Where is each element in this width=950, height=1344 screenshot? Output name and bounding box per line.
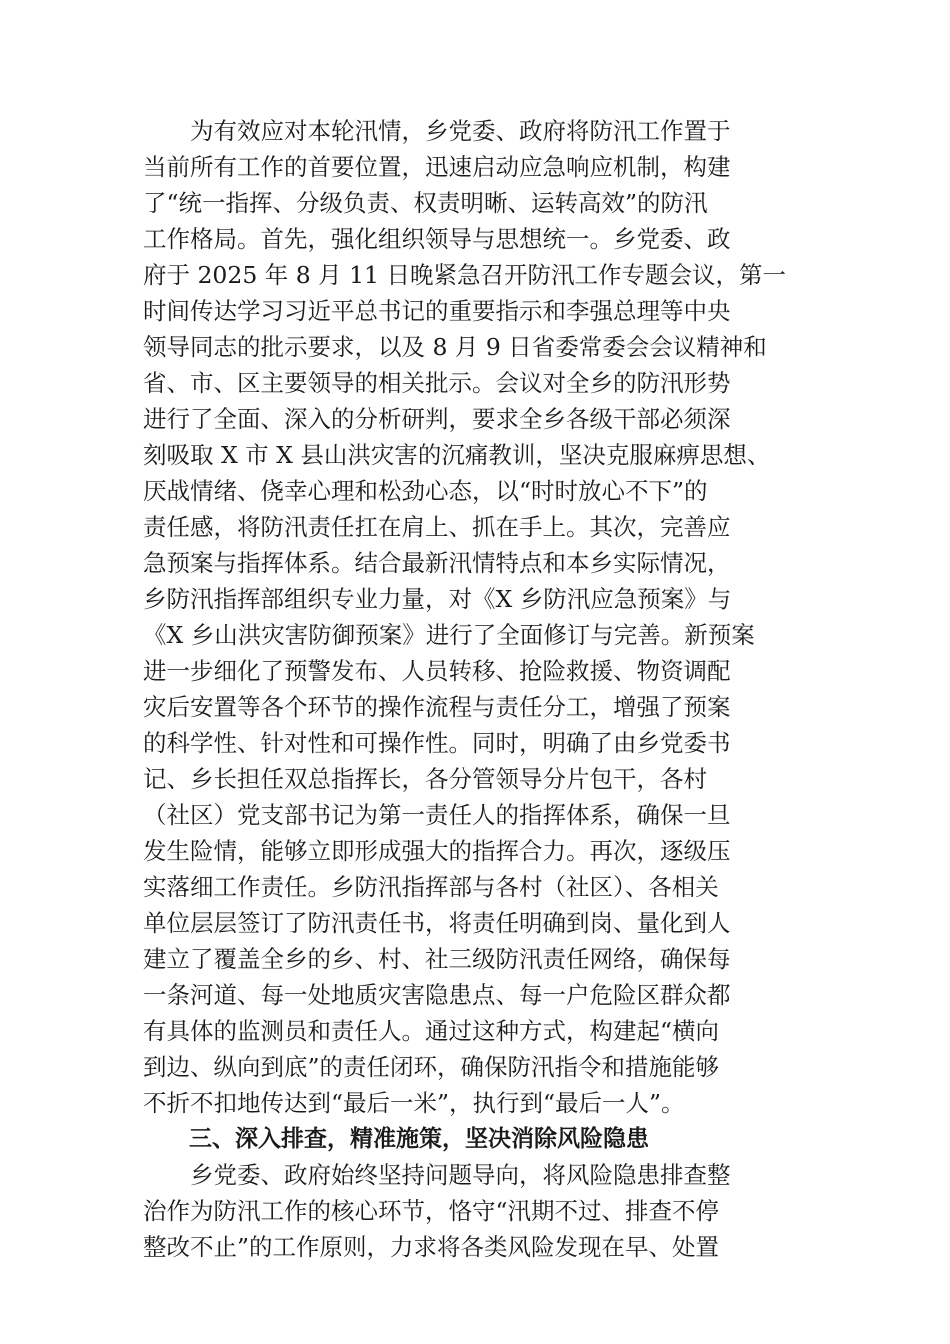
paragraph-line: 一条河道、每一处地质灾害隐患点、每一户危险区群众都 [143,981,731,1009]
paragraph-line: 责任感，将防汛责任扛在肩上、抓在手上。其次，完善应 [143,513,731,541]
paragraph-line: 整改不止”的工作原则，力求将各类风险发现在早、处置 [143,1233,720,1261]
paragraph-line: 刻吸取 X 市 X 县山洪灾害的沉痛教训，坚决克服麻痹思想、 [143,441,771,469]
paragraph-line: 进一步细化了预警发布、人员转移、抢险救援、物资调配 [143,657,731,685]
paragraph-line: 灾后安置等各个环节的操作流程与责任分工，增强了预案 [143,693,731,721]
paragraph-line: 单位层层签订了防汛责任书，将责任明确到岗、量化到人 [143,909,731,937]
paragraph-line: 发生险情，能够立即形成强大的指挥合力。再次，逐级压 [143,837,731,865]
paragraph-line: 厌战情绪、侥幸心理和松劲心态，以“时时放心不下”的 [143,477,708,505]
paragraph-line: 有具体的监测员和责任人。通过这种方式，构建起“横向 [143,1017,720,1045]
paragraph-line: 府于 2025 年 8 月 11 日晚紧急召开防汛工作专题会议，第一 [143,261,786,289]
paragraph-line: 当前所有工作的首要位置，迅速启动应急响应机制，构建 [143,153,731,181]
paragraph-line: 领导同志的批示要求，以及 8 月 9 日省委常委会会议精神和 [143,333,767,361]
paragraph-line: 工作格局。首先，强化组织领导与思想统一。乡党委、政 [143,225,731,253]
paragraph-line: 治作为防汛工作的核心环节，恪守“汛期不过、排查不停 [143,1197,720,1225]
paragraph-line: 记、乡长担任双总指挥长，各分管领导分片包干，各村 [143,765,707,793]
paragraph-line: 为有效应对本轮汛情，乡党委、政府将防汛工作置于 [143,117,731,145]
paragraph-line: 《X 乡山洪灾害防御预案》进行了全面修订与完善。新预案 [143,621,755,649]
paragraph-line: 了“统一指挥、分级负责、权责明晰、运转高效”的防汛 [143,189,708,217]
paragraph-line: 建立了覆盖全乡的乡、村、社三级防汛责任网络，确保每 [143,945,731,973]
paragraph-line: 不折不扣地传达到“最后一米”，执行到“最后一人”。 [143,1089,685,1117]
paragraph-line: 的科学性、针对性和可操作性。同时，明确了由乡党委书 [143,729,731,757]
paragraph-line: 省、市、区主要领导的相关批示。会议对全乡的防汛形势 [143,369,731,397]
paragraph-line: 进行了全面、深入的分析研判，要求全乡各级干部必须深 [143,405,731,433]
paragraph-line: 到边、纵向到底”的责任闭环，确保防汛指令和措施能够 [143,1053,720,1081]
paragraph-line: 乡防汛指挥部组织专业力量，对《X 乡防汛应急预案》与 [143,585,732,613]
paragraph-line: （社区）党支部书记为第一责任人的指挥体系，确保一旦 [143,801,731,829]
paragraph-line: 急预案与指挥体系。结合最新汛情特点和本乡实际情况， [143,549,731,577]
paragraph-line: 时间传达学习习近平总书记的重要指示和李强总理等中央 [143,297,731,325]
section-heading: 三、深入排查，精准施策，坚决消除风险隐患 [143,1126,649,1152]
paragraph-line: 乡党委、政府始终坚持问题导向，将风险隐患排查整 [143,1161,731,1189]
paragraph-line: 实落细工作责任。乡防汛指挥部与各村（社区）、各相关 [143,873,719,901]
